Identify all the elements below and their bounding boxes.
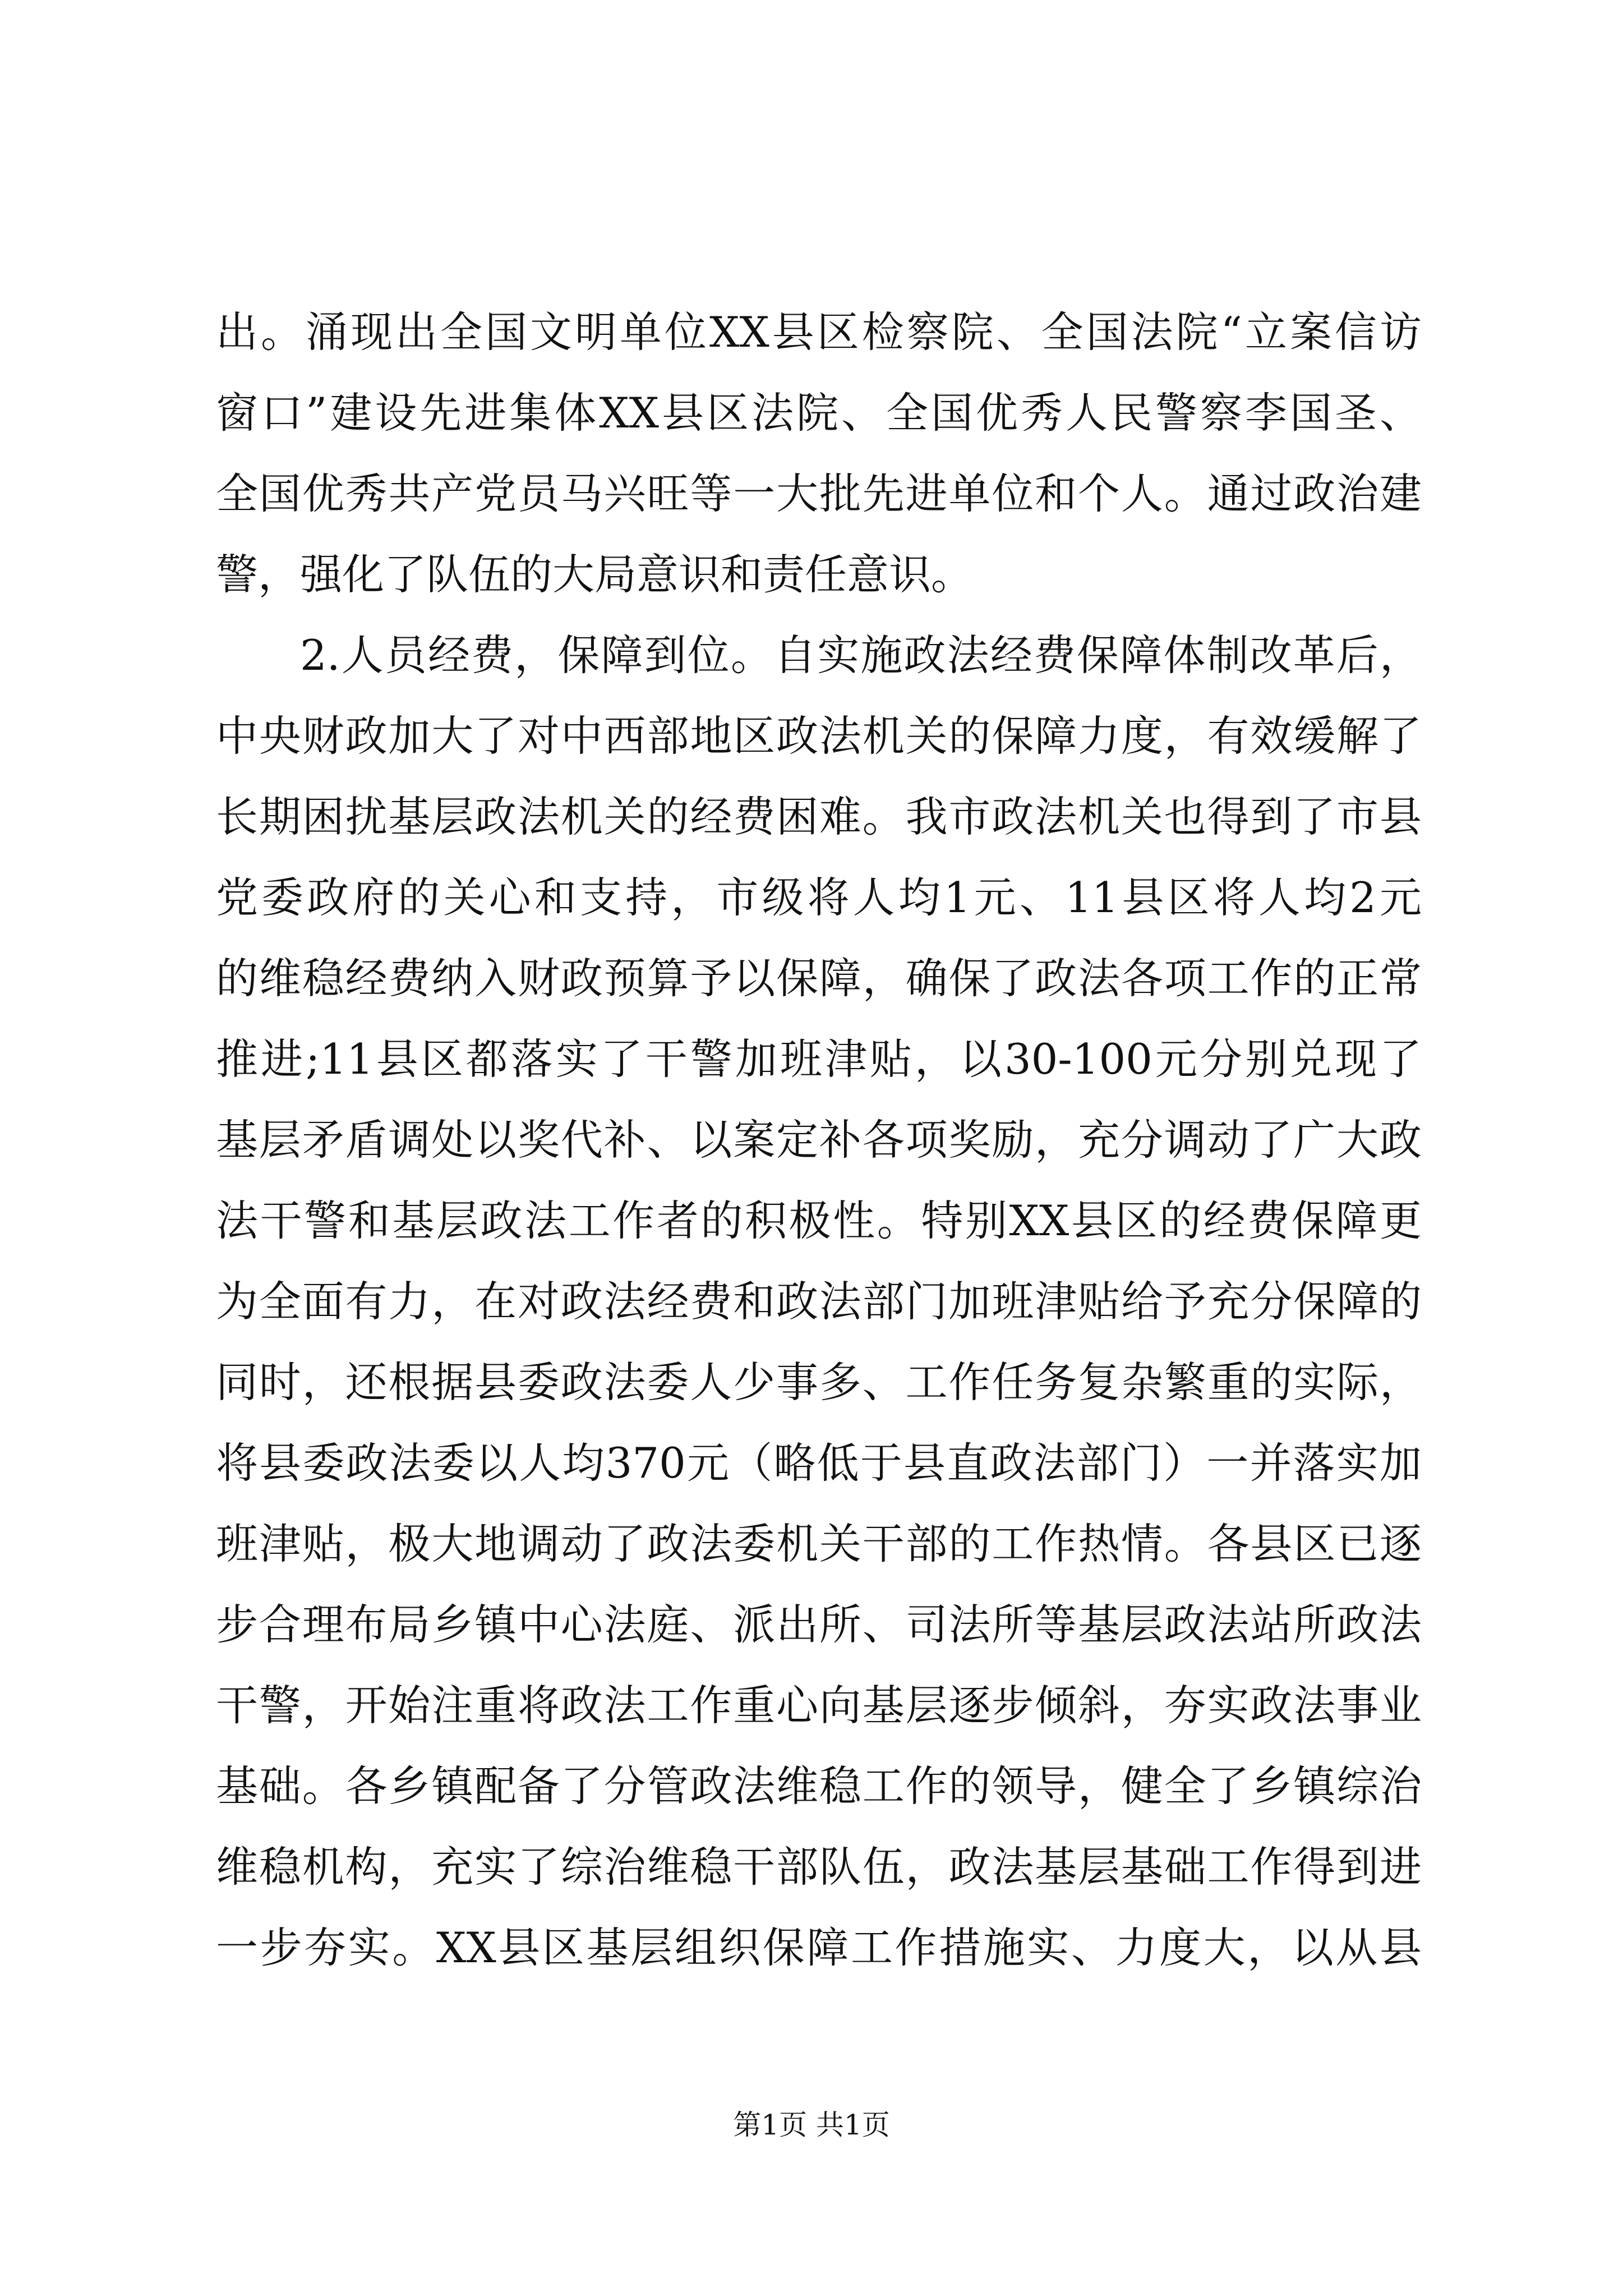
- text-line: 为全面有力，在对政法经费和政法部门加班津贴给予充分保障的: [216, 1277, 1422, 1326]
- text-line: 窗口”建设先进集体XX县区法院、全国优秀人民警察李国圣、: [216, 388, 1422, 438]
- text-line: 长期困扰基层政法机关的经费困难。我市政法机关也得到了市县: [216, 792, 1422, 841]
- text-line: 一步夯实。XX县区基层组织保障工作措施实、力度大，以从县: [216, 1923, 1422, 1972]
- text-line: 出。涌现出全国文明单位XX县区检察院、全国法院“立案信访: [216, 307, 1422, 357]
- text-line: 步合理布局乡镇中心法庭、派出所、司法所等基层政法站所政法: [216, 1600, 1422, 1649]
- text-line: 推进;11县区都落实了干警加班津贴，以30-100元分别兑现了: [216, 1034, 1422, 1084]
- page-number-footer: 第1页 共1页: [733, 2109, 890, 2141]
- text-line: 的维稳经费纳入财政预算予以保障，确保了政法各项工作的正常: [216, 954, 1422, 1003]
- text-line: 班津贴，极大地调动了政法委机关干部的工作热情。各县区已逐: [216, 1519, 1422, 1568]
- text-line: 同时，还根据县委政法委人少事多、工作任务复杂繁重的实际，: [216, 1358, 1422, 1407]
- text-line: 基层矛盾调处以奖代补、以案定补各项奖励，充分调动了广大政: [216, 1115, 1422, 1165]
- paragraph-start-line: 2.人员经费，保障到位。自实施政法经费保障体制改革后，: [300, 631, 1422, 680]
- body-text: [216, 292, 1422, 1988]
- text-line: 全国优秀共产党员马兴旺等一大批先进单位和个人。通过政治建: [216, 469, 1422, 518]
- text-line: 法干警和基层政法工作者的积极性。特别XX县区的经费保障更: [216, 1196, 1422, 1245]
- text-line: 维稳机构，充实了综治维稳干部队伍，政法基层基础工作得到进: [216, 1842, 1422, 1892]
- text-line: 中央财政加大了对中西部地区政法机关的保障力度，有效缓解了: [216, 711, 1422, 761]
- text-line: 将县委政法委以人均370元（略低于县直政法部门）一并落实加: [216, 1438, 1422, 1488]
- text-line: 基础。各乡镇配备了分管政法维稳工作的领导，健全了乡镇综治: [216, 1761, 1422, 1811]
- text-line: 干警，开始注重将政法工作重心向基层逐步倾斜，夯实政法事业: [216, 1681, 1422, 1730]
- text-line: 警，强化了队伍的大局意识和责任意识。: [216, 550, 974, 599]
- text-line: 党委政府的关心和支持，市级将人均1元、11县区将人均2元: [216, 873, 1422, 922]
